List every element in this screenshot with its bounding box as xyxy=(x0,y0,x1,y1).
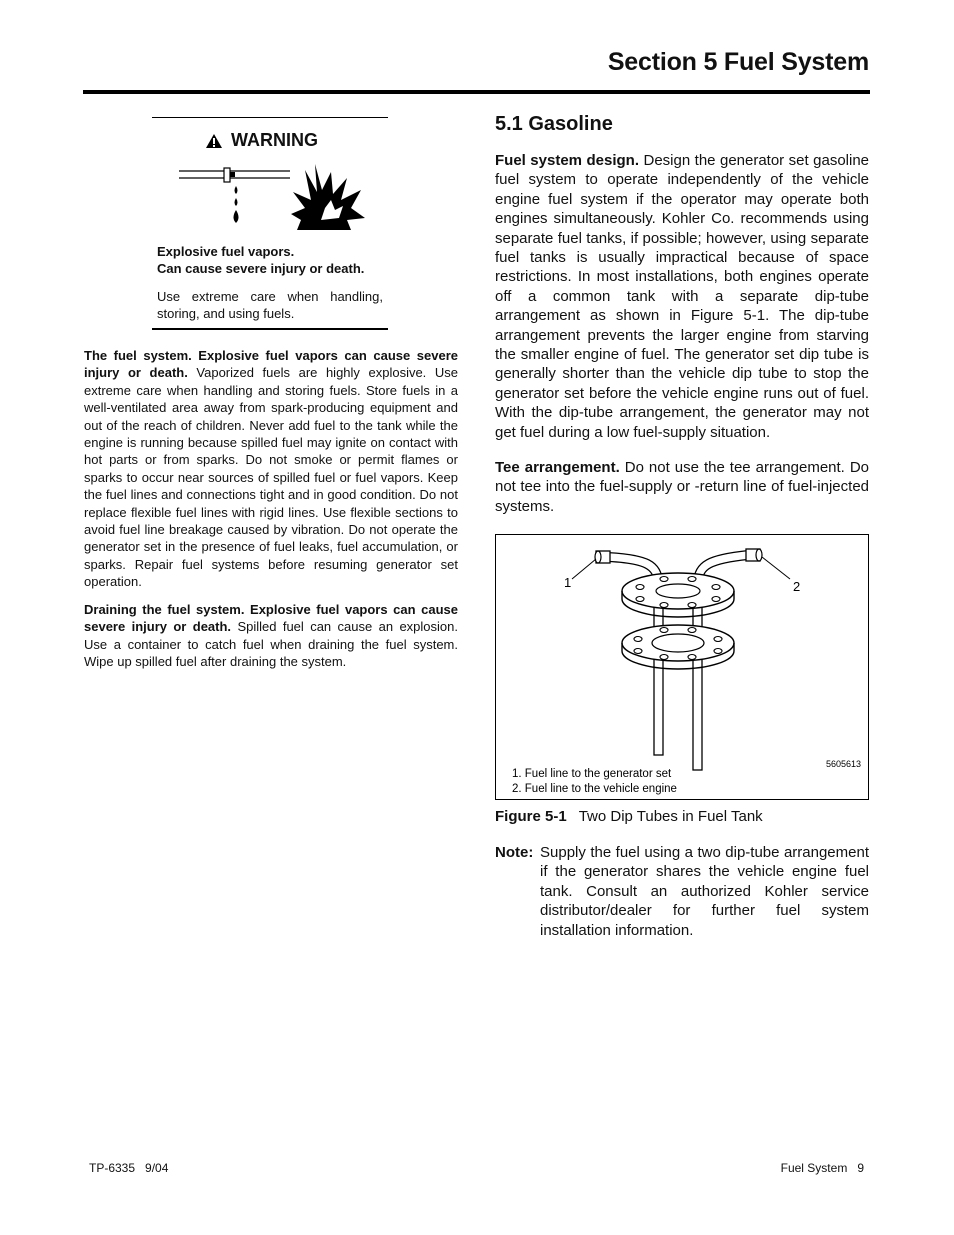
footer-page-number: Fuel System 9 xyxy=(780,1161,864,1175)
paragraph-body: Design the generator set gasoline fuel system to operate independently of the vehicle engine fuel system if the operator may operate both engines simultaneously. Kohler Co. recommends using separate fuel tanks, if possible; however, using separate fuel tanks is usually impractical because of space restrictions. In most installations, both engines operate off a common tank with a separate dip-tube arrangement as shown in Figure 5-1. The dip-tube arrangement prevents the larger engine from starving the smaller engine of fuel. The generator set dip tube is generally shorter than the vehicle dip tube to stop the generator set before the vehicle engine runs out of fuel. With the dip-tube arrangement, the generator may not get fuel during a low fuel-supply situation. xyxy=(495,152,870,441)
warning-heading xyxy=(205,130,318,151)
tee-arrangement-paragraph xyxy=(495,458,869,516)
drawing-id: 5605613 xyxy=(826,759,862,769)
warning-bottom-rule xyxy=(152,328,388,330)
paragraph-lead: Tee arrangement. xyxy=(495,459,620,476)
dip-tube-drawing xyxy=(496,535,868,799)
paragraph-lead: Fuel system design. xyxy=(495,152,639,169)
warning-hazard-line-1: Explosive fuel vapors. xyxy=(157,244,295,259)
paragraph-body: Vaporized fuels are highly explosive. Use extreme care when handling and storing fuels. Store fuels in a well-ventilated area away from spark-producing equipment and out of the reach of children. Never add fuel to the tank while the engine is running because spilled fuel may ignite on contact with hot parts or from sparks. Do not smoke or permit flames or sparks to occur near sources of spilled fuel or fuel vapors. Keep the fuel lines and connections tight and in good condition. Do not replace flexible fuel lines with rigid lines. Use flexible sections to avoid fuel line breakage caused by vibration. Do not operate the generator set in the presence of fuel leaks, fuel accumulation, or sparks. Repair fuel systems before resuming generator set operation. xyxy=(84,365,458,590)
legend-item-2: 2. Fuel line to the vehicle engine xyxy=(512,783,677,795)
section-title: Section 5 Fuel System xyxy=(607,48,869,76)
fuel-system-design-paragraph xyxy=(495,151,869,442)
warning-hazard-text xyxy=(157,243,364,277)
figure-caption-label: Figure 5-1 xyxy=(495,808,567,825)
paragraph-body: Do not use the tee arrangement. Do not tee into the fuel-supply or -return line of fuel-injected systems. xyxy=(495,459,870,515)
note-text: Supply the fuel using a two dip-tube arrangement if the generator shares the vehicle engine fuel tank. Consult an authorized Kohler service distributor/dealer for further fuel system installation information. xyxy=(540,844,869,939)
footer-document-id: TP-6335 9/04 xyxy=(89,1161,169,1175)
warning-top-rule xyxy=(152,117,388,118)
paragraph-body: Spilled fuel can cause an explosion. Use a container to catch fuel when draining the fuel system. Wipe up spilled fuel after draining the system. xyxy=(84,619,458,670)
note-label: Note: xyxy=(495,844,534,861)
callout-1: 1 xyxy=(564,575,572,590)
figure-caption xyxy=(495,808,763,825)
paragraph-lead: Draining the fuel system. Explosive fuel vapors can cause severe injury or death. xyxy=(84,602,458,635)
figure-caption-text: Two Dip Tubes in Fuel Tank xyxy=(578,808,763,825)
fuel-system-hazard-paragraph xyxy=(84,347,458,591)
subsection-heading: 5.1 Gasoline xyxy=(495,113,613,135)
explosion-icon xyxy=(291,164,365,230)
legend-item-1: 1. Fuel line to the generator set xyxy=(512,768,672,780)
paragraph-lead: The fuel system. Explosive fuel vapors can cause severe injury or death. xyxy=(84,348,458,381)
callout-2: 2 xyxy=(793,579,801,594)
warning-pictogram xyxy=(175,160,370,240)
header-rule xyxy=(83,90,870,94)
warning-triangle-icon xyxy=(205,133,223,149)
warning-heading-text: WARNING xyxy=(231,130,318,150)
fuel-drip-icon xyxy=(179,168,290,223)
warning-hazard-line-2: Can cause severe injury or death. xyxy=(157,261,365,276)
warning-instruction: Use extreme care when handling, storing, and using fuels. xyxy=(157,289,383,321)
draining-hazard-paragraph xyxy=(84,601,458,671)
note-block xyxy=(495,843,869,940)
figure-dip-tubes xyxy=(495,534,869,800)
